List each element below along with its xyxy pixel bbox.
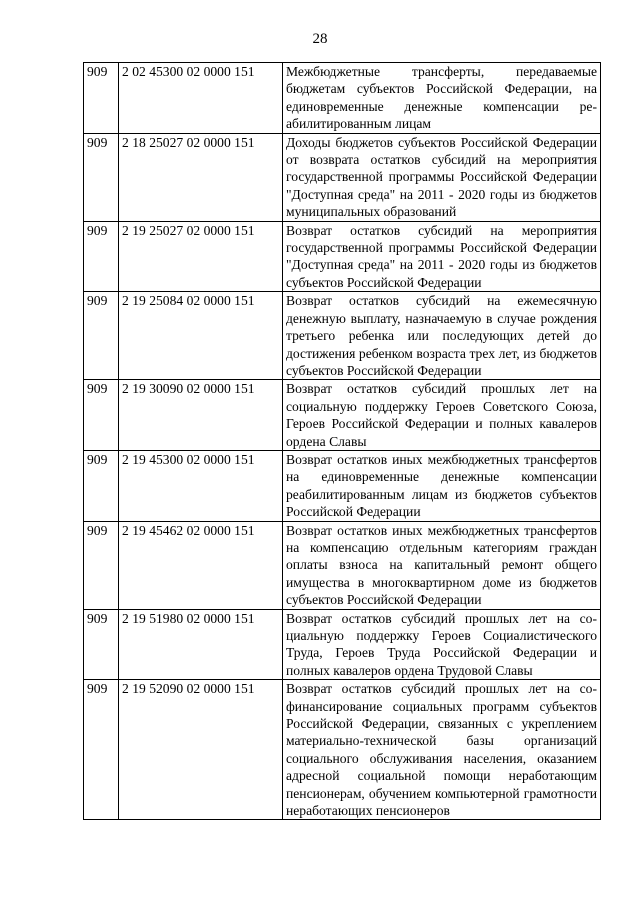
table-row bbox=[84, 609, 601, 680]
admin-code-cell: 909 bbox=[84, 63, 119, 134]
admin-code-cell: 909 bbox=[84, 521, 119, 609]
budget-code-cell: 2 19 25027 02 0000 151 bbox=[119, 221, 283, 292]
table-row bbox=[84, 63, 601, 134]
description-cell: Возврат остатков субсидий прошлых лет на социальную поддержку Героев Социалистического Труда, Героев Труда Российской Федерации и полных кавалеров ордена Трудовой Славы bbox=[283, 609, 601, 680]
admin-code-cell: 909 bbox=[84, 380, 119, 451]
budget-code-cell: 2 19 52090 02 0000 151 bbox=[119, 680, 283, 820]
description-cell: Возврат остатков субсидий прошлых лет на социальную поддержку Героев Советского Союза, Героев Российской Федерации и полных кавалеров ордена Славы bbox=[283, 380, 601, 451]
page-number: 28 bbox=[312, 31, 328, 47]
admin-code-cell: 909 bbox=[84, 292, 119, 380]
description-cell: Возврат остатков иных межбюджетных трансфертов на единовременные денежные компенсации реабилитированным лицам из бюджетов субъектов Российской Федерации bbox=[283, 450, 601, 521]
description-cell: Межбюджетные трансферты, передаваемые бюджетам субъектов Российской Федерации, на единовременные денежные компенсации реабилитированным лицам bbox=[283, 63, 601, 134]
budget-codes-table bbox=[83, 62, 601, 820]
budget-code-cell: 2 19 45300 02 0000 151 bbox=[119, 450, 283, 521]
admin-code-cell: 909 bbox=[84, 133, 119, 221]
table-row bbox=[84, 292, 601, 380]
table-row bbox=[84, 680, 601, 820]
admin-code-cell: 909 bbox=[84, 450, 119, 521]
budget-code-cell: 2 02 45300 02 0000 151 bbox=[119, 63, 283, 134]
budget-code-cell: 2 19 51980 02 0000 151 bbox=[119, 609, 283, 680]
description-cell: Возврат остатков субсидий на мероприятия государственной программы Российской Федерации "Доступная среда" на 2011 - 2020 годы из бюджетов субъектов Российской Федерации bbox=[283, 221, 601, 292]
admin-code-cell: 909 bbox=[84, 221, 119, 292]
table-row bbox=[84, 221, 601, 292]
budget-code-cell: 2 19 25084 02 0000 151 bbox=[119, 292, 283, 380]
budget-code-cell: 2 18 25027 02 0000 151 bbox=[119, 133, 283, 221]
description-cell: Возврат остатков иных межбюджетных трансфертов на компенсацию отдельным категориям граждан оплаты взноса на капитальный ремонт общего имущества в многоквартирном доме из бюджетов субъектов Российской Федерации bbox=[283, 521, 601, 609]
budget-code-cell: 2 19 30090 02 0000 151 bbox=[119, 380, 283, 451]
table-row bbox=[84, 521, 601, 609]
admin-code-cell: 909 bbox=[84, 680, 119, 820]
description-cell: Возврат остатков субсидий прошлых лет на софинансирование социальных программ субъектов Российской Федерации, связанных с укреплением материально-технической базы организаций социального обслуживания населения, оказанием адресной социальной помощи неработающим пенсионерам, обучением компьютерной грамотности неработающих пенсионеров bbox=[283, 680, 601, 820]
admin-code-cell: 909 bbox=[84, 609, 119, 680]
budget-code-cell: 2 19 45462 02 0000 151 bbox=[119, 521, 283, 609]
table-row bbox=[84, 133, 601, 221]
table-row bbox=[84, 380, 601, 451]
description-cell: Возврат остатков субсидий на ежемесячную денежную выплату, назначаемую в случае рождения третьего ребенка или последующих детей до достижения ребенком возраста трех лет, из бюджетов субъектов Российской Федерации bbox=[283, 292, 601, 380]
description-cell: Доходы бюджетов субъектов Российской Федерации от возврата остатков субсидий на мероприятия государственной программы Российской Федерации "Доступная среда" на 2011 - 2020 годы из бюджетов муниципальных образований bbox=[283, 133, 601, 221]
table-row bbox=[84, 450, 601, 521]
